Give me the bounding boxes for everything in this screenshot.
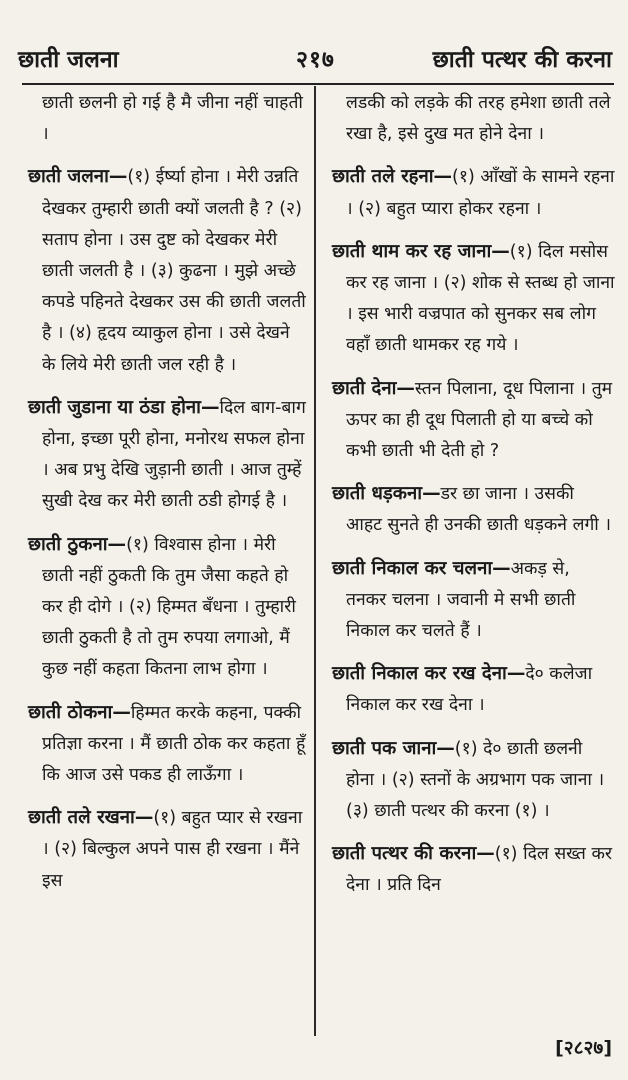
header-rule xyxy=(22,83,614,85)
dictionary-entry xyxy=(332,236,615,362)
header-left-guideword: छाती जलना xyxy=(18,47,119,73)
page-signature: [२८२७] xyxy=(555,1037,612,1059)
entry-text: दिल बाग-बाग होना, इच्छा पूरी होना, मनोरथ सफल होना । अब प्रभु देखि जुड़ानी छाती । आज तुम्हें सुखी देख कर मेरी छाती ठडी होगई है । xyxy=(42,397,306,512)
entry-text: अकड़ से, तनकर चलना । जवानी मे सभी छाती निकाल कर चलते हैं । xyxy=(346,558,576,642)
entry-headword: छाती धड़कना— xyxy=(332,483,441,505)
dictionary-entry xyxy=(28,88,308,150)
dictionary-entry xyxy=(332,478,615,541)
dictionary-entry xyxy=(332,658,615,721)
page-number: २१७ xyxy=(296,47,335,73)
dictionary-entry xyxy=(28,529,308,686)
right-column xyxy=(332,88,615,913)
entry-headword: छाती निकाल कर रख देना— xyxy=(332,663,526,685)
entry-headword: छाती जुडाना या ठंडा होना— xyxy=(28,396,220,418)
entry-text: (१) ईर्ष्या होना । मेरी उन्नति देखकर तुम्हारी छाती क्यों जलती है ? (२) सताप होना । उस दुष्ट को देखकर मेरी छाती जलती है । (३) कुढना । मुझे अच्छे कपडे पहिनते देखकर उस की छाती जलती है । (४) हृदय व्याकुल होना । उसे देखने के लिये मेरी छाती जल रही है । xyxy=(42,167,306,375)
dictionary-entry xyxy=(28,161,308,380)
entry-headword: छाती तले रहना— xyxy=(332,166,453,188)
entry-text: लडकी को लड़के की तरह हमेशा छाती तले रखा है, इसे दुख मत होने देना । xyxy=(346,93,611,145)
dictionary-entry xyxy=(332,373,615,468)
dictionary-entry xyxy=(28,697,308,792)
entry-headword: छाती तले रखना— xyxy=(28,807,154,829)
dictionary-entry xyxy=(28,392,308,518)
dictionary-entry xyxy=(28,802,308,897)
dictionary-entry xyxy=(332,553,615,648)
header-right-guideword: छाती पत्थर की करना xyxy=(432,47,612,73)
entry-headword: छाती पक जाना— xyxy=(332,737,455,759)
entry-text: (१) बहुत प्यार से रखना । (२) बिल्कुल अपने पास ही रखना । मैंने इस xyxy=(42,808,303,891)
left-column xyxy=(28,88,308,908)
dictionary-entry xyxy=(332,838,615,901)
dictionary-entry xyxy=(332,161,615,224)
entry-headword: छाती ठुकना— xyxy=(28,533,127,555)
entry-text: (१) आँखों के सामने रहना । (२) बहुत प्यारा होकर रहना । xyxy=(346,167,615,219)
entry-text: दे० कलेजा निकाल कर रख देना । xyxy=(346,664,593,716)
entry-text: (१) दिल सख्त कर देना । प्रति दिन xyxy=(346,844,613,896)
dictionary-entry xyxy=(332,733,615,828)
entry-text: छाती छलनी हो गई है मै जीना नहीं चाहती । xyxy=(42,93,303,145)
page-header xyxy=(18,42,612,82)
entry-headword: छाती देना— xyxy=(332,377,415,399)
entry-text: डर छा जाना । उसकी आहट सुनते ही उनकी छाती धड़कने लगी । xyxy=(346,484,612,536)
entry-headword: छाती पत्थर की करना— xyxy=(332,843,495,865)
entry-text: हिम्मत करके कहना, पक्की प्रतिज्ञा करना । मैं छाती ठोक कर कहता हूँ कि आज उसे पकड ही लाऊँगा । xyxy=(42,702,306,786)
entry-headword: छाती जलना— xyxy=(28,166,128,188)
dictionary-entry xyxy=(332,88,615,150)
entry-text: स्तन पिलाना, दूध पिलाना । तुम ऊपर का ही दूध पिलाती हो या बच्चे को कभी छाती भी देती हो ? xyxy=(346,378,613,462)
entry-text: (१) दिल मसोस कर रह जाना । (२) शोक से स्तब्ध हो जाना । इस भारी वज्रपात को सुनकर सब लोग वहाँ छाती थामकर रह गये । xyxy=(346,241,615,356)
entry-text: (१) दे० छाती छलनी होना । (२) स्तनों के अग्रभाग पक जाना । (३) छाती पत्थर की करना (१) । xyxy=(346,738,605,822)
entry-headword: छाती ठोकना— xyxy=(28,701,131,723)
entry-headword: छाती थाम कर रह जाना— xyxy=(332,240,510,262)
entry-headword: छाती निकाल कर चलना— xyxy=(332,557,511,579)
column-divider xyxy=(314,86,316,1036)
entry-text: (१) विश्वास होना । मेरी छाती नहीं ठुकती कि तुम जैसा कहते हो कर ही दोगे । (२) हिम्मत बँधना । तुम्हारी छाती ठुकती है तो तुम रुपया लगाओ, मैं कुछ नहीं कहता कितना लाभ होगा । xyxy=(42,534,296,680)
